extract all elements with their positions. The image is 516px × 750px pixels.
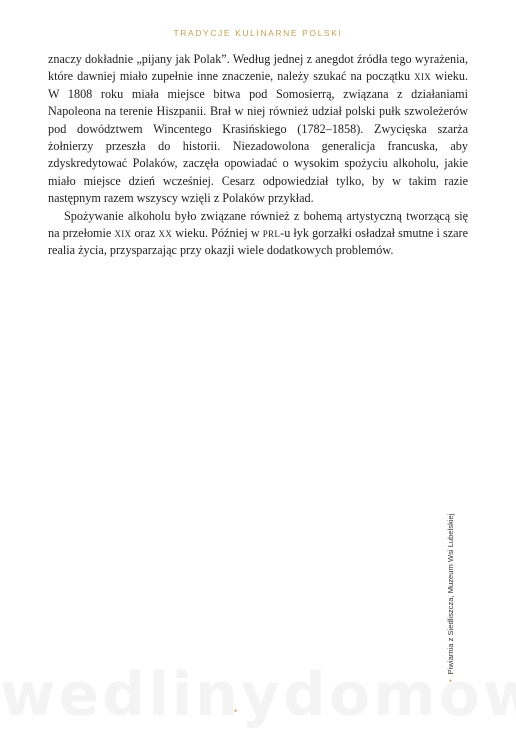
- paragraph-2: [48, 208, 468, 260]
- photo-caption: [446, 452, 455, 682]
- century-xix-label: xix: [114, 226, 132, 241]
- watermark: [0, 660, 516, 730]
- caption-bullet-icon: •: [446, 679, 455, 682]
- paragraph-2-text-b: oraz: [131, 226, 159, 241]
- paragraph-1: [48, 51, 468, 208]
- paragraph-2-text-a: Spożywanie alkoholu było związane również z bohemą artystyczną tworzącą się na przełomie: [48, 208, 468, 241]
- prl-abbreviation: prl: [262, 226, 281, 241]
- running-head: TRADYCJE KULINARNE POLSKI: [173, 28, 343, 38]
- caption-text: Piwiarnia z Siedliszcza, Muzeum Wsi Lubelskiej: [446, 513, 455, 675]
- century-xx-label: xx: [158, 226, 173, 241]
- paragraph-2-text-d: -u łyk gorzałki osładzał smutne i szare realia życia, przysparzając przy okazji wiele dodatkowych problemów.: [48, 226, 468, 258]
- century-xix-label: xix: [414, 69, 432, 84]
- article-body: [48, 51, 468, 260]
- paragraph-1-text-a: znaczy dokładnie „pijany jak Polak”. Według jednej z anegdot źródła tego wyrażenia, które dawniej miało zupełnie inne znaczenie, należy szukać na początku: [48, 52, 468, 84]
- page-marker-dot-icon: •: [234, 706, 238, 716]
- paragraph-2-text-c: wieku. Później w: [172, 226, 263, 241]
- paragraph-1-text-b: wieku. W 1808 roku miała miejsce bitwa pod Somosierrą, związana z działaniami Napoleona na terenie Hiszpanii. Brał w niej również udział polski pułk szwoleżerów pod dowództwem Wincentego Krasińskiego (1782–1858). Zwycięska szarża żołnierzy przeszła do historii. Niezadowolona generalicja francuska, aby zdyskredytować Polaków, zaczęła opowiadać o wysokim spożyciu alkoholu, jakie miało miejsce dzień wcześniej. Cesarz odpowiedział tylko, by w takim razie następnym razem wszyscy wzięli z Polaków przykład.: [48, 69, 468, 206]
